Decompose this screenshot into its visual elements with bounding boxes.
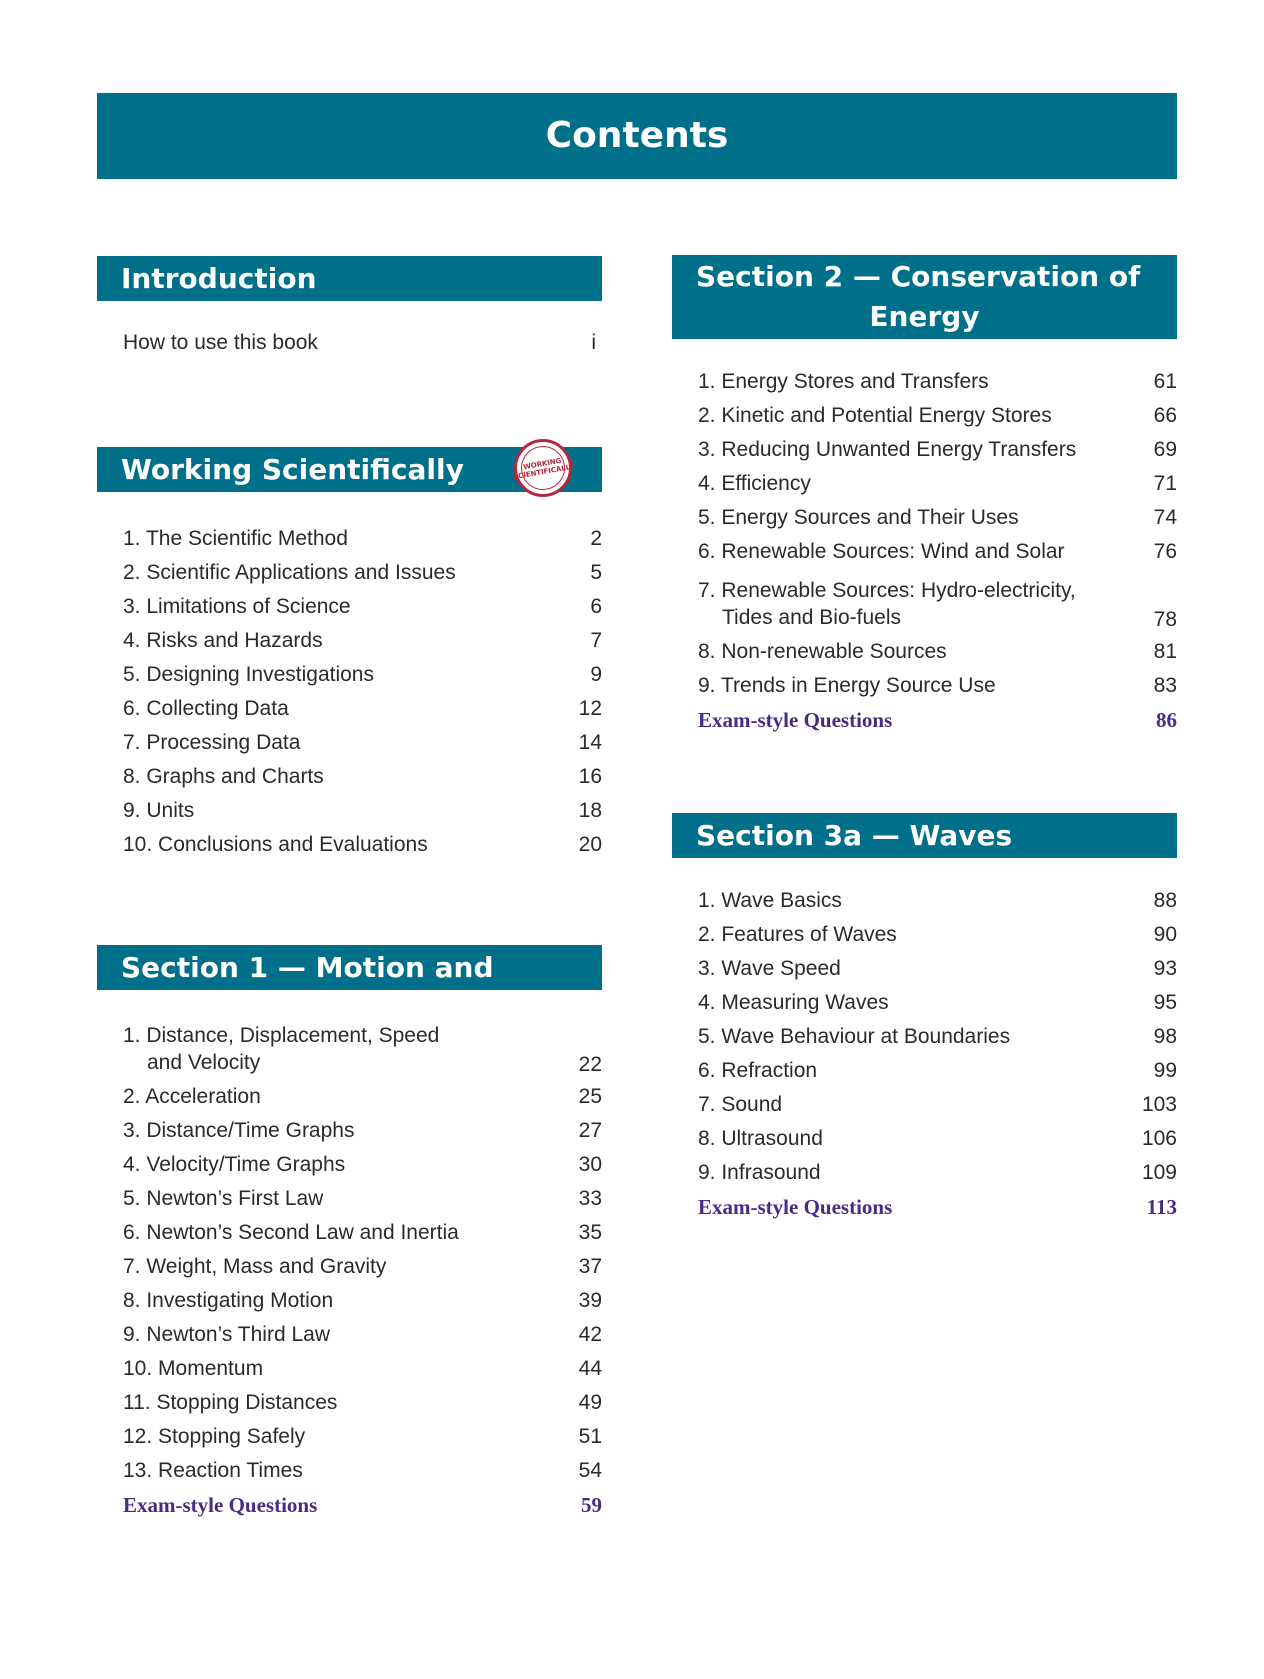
toc-entry[interactable] bbox=[698, 1020, 1177, 1054]
toc-entry-title: 2. Scientific Applications and Issues bbox=[123, 561, 456, 584]
section1 bbox=[97, 945, 602, 1522]
toc-entry-page: 66 bbox=[1153, 404, 1177, 427]
toc-entry[interactable] bbox=[123, 1386, 602, 1420]
toc-entry-title: 5. Newton’s First Law bbox=[123, 1187, 324, 1210]
toc-entry[interactable] bbox=[123, 1284, 602, 1318]
toc-entry[interactable] bbox=[123, 828, 602, 862]
toc-entry-title: 2. Acceleration bbox=[123, 1085, 261, 1108]
toc-entry[interactable] bbox=[698, 1054, 1177, 1088]
working-scientifically-section bbox=[97, 447, 602, 862]
toc-entry-page: 95 bbox=[1153, 991, 1177, 1014]
working-scientifically-list bbox=[97, 522, 602, 862]
section3a bbox=[672, 813, 1177, 1224]
toc-entry-title: 13. Reaction Times bbox=[123, 1459, 303, 1482]
toc-entry-title: 4. Measuring Waves bbox=[698, 991, 889, 1014]
toc-entry[interactable] bbox=[698, 501, 1177, 535]
toc-entry[interactable] bbox=[123, 658, 602, 692]
toc-entry-title: 12. Stopping Safely bbox=[123, 1425, 306, 1448]
toc-entry-page: 49 bbox=[578, 1391, 602, 1414]
toc-entry-page: 37 bbox=[578, 1255, 602, 1278]
toc-entry-title-line1: 7. Renewable Sources: Hydro-electricity, bbox=[698, 579, 1076, 602]
section1-heading: Section 1 — Motion and Forces bbox=[97, 945, 602, 990]
toc-entry-title: 6. Refraction bbox=[698, 1059, 818, 1082]
toc-entry-page: 93 bbox=[1153, 957, 1177, 980]
toc-entry-page: 61 bbox=[1153, 370, 1177, 393]
toc-entry-page: 6 bbox=[590, 595, 602, 618]
working-scientifically-heading-text: Working Scientifically bbox=[121, 453, 464, 486]
section2-heading bbox=[672, 255, 1177, 339]
toc-entry[interactable] bbox=[123, 326, 596, 360]
toc-entry[interactable] bbox=[698, 365, 1177, 399]
toc-entry[interactable] bbox=[698, 433, 1177, 467]
toc-entry-page: 20 bbox=[578, 833, 602, 856]
toc-entry[interactable] bbox=[698, 569, 1177, 635]
toc-entry-page: 35 bbox=[578, 1221, 602, 1244]
toc-entry-title-line2: and Velocity bbox=[147, 1051, 261, 1074]
toc-entry-title: 2. Kinetic and Potential Energy Stores bbox=[698, 404, 1052, 427]
toc-entry[interactable] bbox=[698, 884, 1177, 918]
toc-entry-title: 9. Newton’s Third Law bbox=[123, 1323, 330, 1346]
toc-entry-title: 8. Graphs and Charts bbox=[123, 765, 324, 788]
toc-entry-title: 8. Ultrasound bbox=[698, 1127, 823, 1150]
toc-entry-title-line2: Tides and Bio-fuels bbox=[722, 606, 901, 629]
toc-entry-title: 7. Weight, Mass and Gravity bbox=[123, 1255, 387, 1278]
toc-entry[interactable] bbox=[698, 399, 1177, 433]
toc-entry-title: 6. Renewable Sources: Wind and Solar bbox=[698, 540, 1065, 563]
toc-entry-title: How to use this book bbox=[123, 331, 318, 354]
toc-entry[interactable] bbox=[123, 1148, 602, 1182]
exam-questions-page: 86 bbox=[1156, 708, 1177, 732]
toc-entry[interactable] bbox=[123, 1216, 602, 1250]
toc-entry[interactable] bbox=[698, 1088, 1177, 1122]
toc-entry-title: 4. Velocity/Time Graphs bbox=[123, 1153, 346, 1176]
toc-entry[interactable] bbox=[698, 467, 1177, 501]
toc-entry-page: 88 bbox=[1153, 889, 1177, 912]
toc-entry-page: 76 bbox=[1153, 540, 1177, 563]
working-scientifically-stamp-icon bbox=[512, 439, 575, 497]
toc-entry-page: 78 bbox=[1153, 608, 1177, 631]
introduction-list bbox=[97, 326, 602, 360]
toc-entry[interactable] bbox=[123, 522, 602, 556]
toc-entry-page: 90 bbox=[1153, 923, 1177, 946]
toc-entry-page: 14 bbox=[578, 731, 602, 754]
toc-entry[interactable] bbox=[123, 760, 602, 794]
toc-entry-title: 7. Sound bbox=[698, 1093, 783, 1116]
section2-heading-line2: Energy bbox=[869, 300, 980, 333]
exam-questions-title: Exam-style Questions bbox=[698, 1195, 893, 1219]
toc-entry-page: 106 bbox=[1141, 1127, 1177, 1150]
toc-entry-page: 69 bbox=[1153, 438, 1177, 461]
toc-entry-title: 9. Units bbox=[123, 799, 195, 822]
toc-entry-title: 9. Infrasound bbox=[698, 1161, 821, 1184]
toc-entry-title-line1: 1. Distance, Displacement, Speed bbox=[123, 1024, 440, 1047]
toc-entry-page: i bbox=[591, 331, 596, 354]
toc-entry-title: 7. Processing Data bbox=[123, 731, 301, 754]
toc-entry-title: 3. Reducing Unwanted Energy Transfers bbox=[698, 438, 1077, 461]
section2-list bbox=[672, 365, 1177, 737]
toc-entry-title: 10. Momentum bbox=[123, 1357, 264, 1380]
toc-entry[interactable] bbox=[123, 1250, 602, 1284]
exam-questions-title: Exam-style Questions bbox=[123, 1493, 318, 1517]
toc-entry-page: 22 bbox=[578, 1053, 602, 1076]
toc-entry-page: 2 bbox=[590, 527, 602, 550]
toc-entry-page: 74 bbox=[1153, 506, 1177, 529]
toc-entry[interactable] bbox=[123, 1454, 602, 1488]
toc-entry-page: 71 bbox=[1153, 472, 1177, 495]
toc-entry-title: 4. Risks and Hazards bbox=[123, 629, 323, 652]
exam-questions-page: 113 bbox=[1146, 1195, 1177, 1219]
toc-entry-title: 3. Distance/Time Graphs bbox=[123, 1119, 355, 1142]
toc-entry-page: 98 bbox=[1153, 1025, 1177, 1048]
toc-entry-page: 33 bbox=[578, 1187, 602, 1210]
toc-entry-page: 5 bbox=[590, 561, 602, 584]
toc-entry[interactable] bbox=[123, 624, 602, 658]
toc-entry-title: 6. Collecting Data bbox=[123, 697, 289, 720]
toc-entry-title: 8. Investigating Motion bbox=[123, 1289, 334, 1312]
toc-entry-title: 1. The Scientific Method bbox=[123, 527, 348, 550]
toc-entry-page: 12 bbox=[578, 697, 602, 720]
exam-questions-entry[interactable] bbox=[698, 703, 1177, 737]
section1-list bbox=[97, 1014, 602, 1522]
toc-entry-title: 1. Wave Basics bbox=[698, 889, 842, 912]
toc-entry-title: 5. Designing Investigations bbox=[123, 663, 374, 686]
toc-entry-page: 44 bbox=[578, 1357, 602, 1380]
toc-entry[interactable] bbox=[698, 952, 1177, 986]
introduction-section bbox=[97, 256, 602, 360]
working-scientifically-heading bbox=[97, 447, 602, 492]
toc-entry-page: 9 bbox=[590, 663, 602, 686]
toc-entry-page: 109 bbox=[1141, 1161, 1177, 1184]
toc-entry-page: 42 bbox=[578, 1323, 602, 1346]
stamp-text: WORKING SCIENTIFICALLY bbox=[518, 443, 569, 494]
toc-entry[interactable] bbox=[123, 794, 602, 828]
toc-entry-page: 16 bbox=[578, 765, 602, 788]
toc-entry[interactable] bbox=[123, 590, 602, 624]
toc-entry-title: 10. Conclusions and Evaluations bbox=[123, 833, 428, 856]
toc-entry-page: 51 bbox=[578, 1425, 602, 1448]
toc-entry[interactable] bbox=[123, 1420, 602, 1454]
toc-entry-page: 25 bbox=[578, 1085, 602, 1108]
toc-entry[interactable] bbox=[698, 986, 1177, 1020]
toc-entry[interactable] bbox=[698, 1156, 1177, 1190]
toc-entry-title: 2. Features of Waves bbox=[698, 923, 897, 946]
toc-entry[interactable] bbox=[698, 635, 1177, 669]
toc-entry[interactable] bbox=[123, 556, 602, 590]
toc-entry-title: 3. Wave Speed bbox=[698, 957, 841, 980]
toc-entry-title: 4. Efficiency bbox=[698, 472, 811, 495]
section3a-list bbox=[672, 884, 1177, 1224]
exam-questions-page: 59 bbox=[581, 1493, 602, 1517]
introduction-heading: Introduction bbox=[97, 256, 602, 301]
page-title: Contents bbox=[97, 93, 1177, 179]
toc-entry-title: 3. Limitations of Science bbox=[123, 595, 351, 618]
exam-questions-entry[interactable] bbox=[123, 1488, 602, 1522]
toc-entry[interactable] bbox=[123, 1352, 602, 1386]
toc-entry[interactable] bbox=[123, 1114, 602, 1148]
toc-entry-title: 5. Wave Behaviour at Boundaries bbox=[698, 1025, 1011, 1048]
toc-entry-page: 27 bbox=[578, 1119, 602, 1142]
section2-heading-line1: Section 2 — Conservation of bbox=[696, 260, 1141, 293]
toc-entry[interactable] bbox=[123, 1080, 602, 1114]
toc-entry[interactable] bbox=[698, 918, 1177, 952]
toc-entry-title: 9. Trends in Energy Source Use bbox=[698, 674, 996, 697]
toc-entry-title: 11. Stopping Distances bbox=[123, 1391, 338, 1414]
toc-entry[interactable] bbox=[698, 535, 1177, 569]
toc-entry-title: 6. Newton’s Second Law and Inertia bbox=[123, 1221, 459, 1244]
toc-entry-page: 7 bbox=[590, 629, 602, 652]
toc-entry-page: 54 bbox=[578, 1459, 602, 1482]
toc-entry-page: 30 bbox=[578, 1153, 602, 1176]
toc-entry[interactable] bbox=[123, 692, 602, 726]
toc-entry-page: 18 bbox=[578, 799, 602, 822]
toc-entry[interactable] bbox=[698, 1122, 1177, 1156]
toc-entry[interactable] bbox=[123, 726, 602, 760]
toc-entry[interactable] bbox=[123, 1318, 602, 1352]
toc-entry-title: 5. Energy Sources and Their Uses bbox=[698, 506, 1019, 529]
exam-questions-entry[interactable] bbox=[698, 1190, 1177, 1224]
toc-entry-page: 81 bbox=[1153, 640, 1177, 663]
exam-questions-title: Exam-style Questions bbox=[698, 708, 893, 732]
toc-entry-title bbox=[698, 573, 1086, 633]
toc-entry-page: 103 bbox=[1141, 1093, 1177, 1116]
toc-entry-page: 39 bbox=[578, 1289, 602, 1312]
toc-entry-page: 83 bbox=[1153, 674, 1177, 697]
toc-entry[interactable] bbox=[123, 1182, 602, 1216]
section3a-heading: Section 3a — Waves bbox=[672, 813, 1177, 858]
toc-entry-title: 1. Energy Stores and Transfers bbox=[698, 370, 989, 393]
toc-entry-title: 8. Non-renewable Sources bbox=[698, 640, 947, 663]
toc-entry[interactable] bbox=[698, 669, 1177, 703]
section2 bbox=[672, 255, 1177, 737]
toc-entry-page: 99 bbox=[1153, 1059, 1177, 1082]
